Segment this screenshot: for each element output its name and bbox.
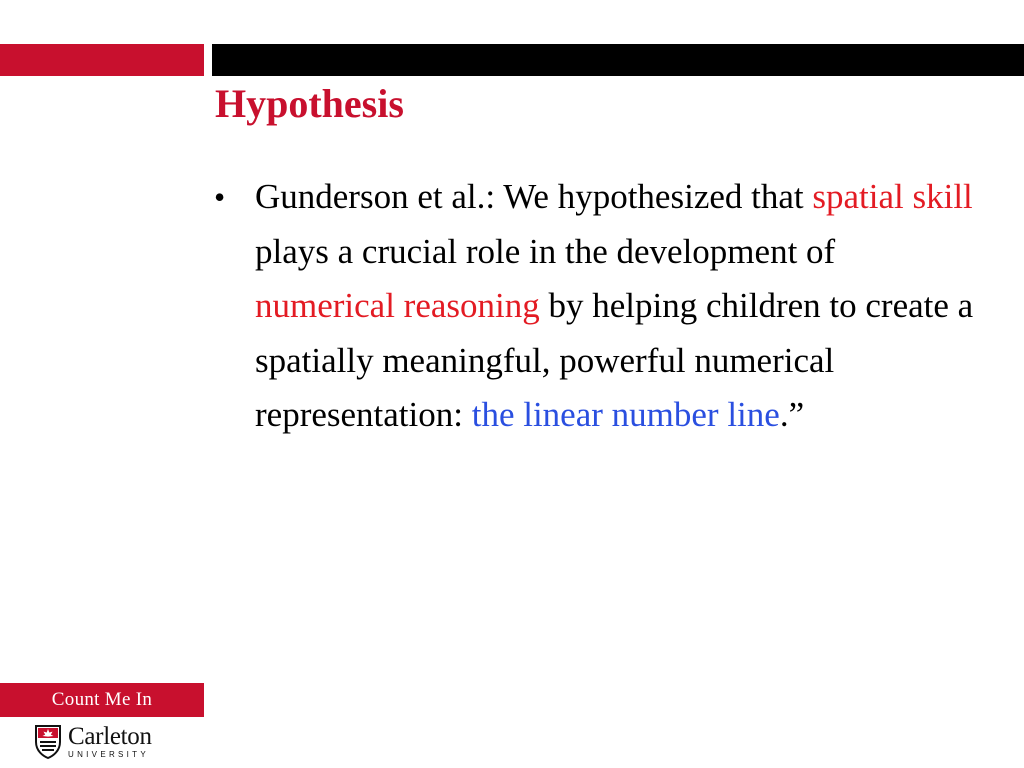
footer-band (0, 683, 204, 717)
slide-title: Hypothesis (215, 81, 404, 126)
carleton-logo (34, 722, 174, 762)
bullet-text-segment: plays a crucial role in the development of (255, 231, 836, 271)
footer-label: Count Me In (51, 689, 153, 710)
logo-subtitle: UNIVERSITY (68, 749, 150, 759)
bullet-list (214, 170, 994, 443)
bullet-marker: • (214, 179, 226, 215)
list-item (214, 170, 994, 443)
highlight-linear-number-line: the linear number line (471, 395, 780, 434)
logo-text (68, 722, 152, 760)
header-bar-black (212, 44, 1024, 76)
highlight-numerical-reasoning: numerical reasoning (255, 286, 540, 325)
logo-name: Carleton (68, 722, 152, 750)
bullet-text-segment: by helping children to create a spatially meaningful, powerful numerical representation: (255, 286, 974, 434)
bullet-text-segment: Gunderson et al.: We hypothesized that (255, 177, 813, 216)
shield-icon (34, 724, 62, 760)
bullet-text-segment: .” (779, 395, 805, 434)
highlight-spatial-skill: spatial skill (812, 177, 973, 216)
header-bar-red (0, 44, 204, 76)
bullet-text (255, 170, 975, 443)
